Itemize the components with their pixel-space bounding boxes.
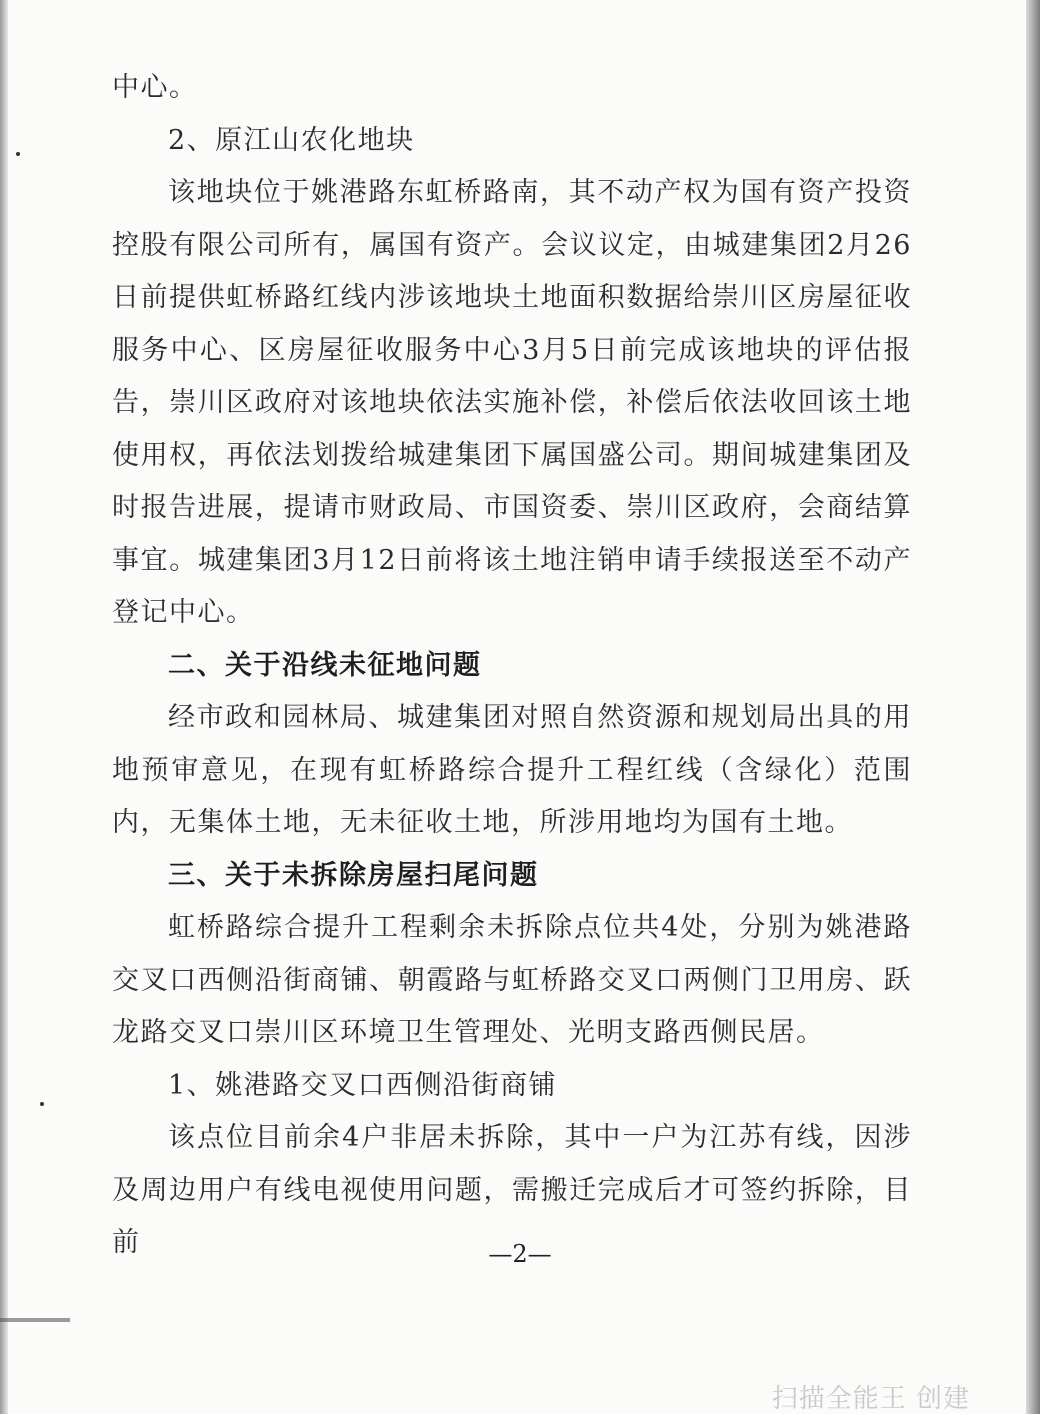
page-number: —2— xyxy=(488,1240,552,1268)
scan-edge-mark xyxy=(0,1318,70,1322)
paragraph-continuation: 中心。 xyxy=(112,72,198,103)
scan-edge-left xyxy=(0,0,8,1414)
paragraph-section-2: 经市政和园林局、城建集团对照自然资源和规划局出具的用地预审意见，在现有虹桥路综合提升工程红线（含绿化）范围内，无集体土地，无未征收土地，所涉用地均为国有土地。 xyxy=(112,702,912,838)
heading-section-3: 三、关于未拆除房屋扫尾问题 xyxy=(168,859,539,891)
scan-speck xyxy=(16,152,20,156)
watermark: 扫描全能王 创建 xyxy=(771,1384,970,1414)
heading-section-2: 二、关于沿线未征地问题 xyxy=(168,649,482,681)
subheading-jiangshan-plot: 2、原江山农化地块 xyxy=(168,124,415,156)
scan-edge-right xyxy=(1026,0,1040,1414)
document-body xyxy=(112,62,912,1270)
paragraph-yaogang-shops: 该点位目前余4户非居未拆除，其中一户为江苏有线，因涉及周边用户有线电视使用问题，需搬迁完成后才可签约拆除，目前 xyxy=(112,1122,912,1258)
scan-speck xyxy=(40,1102,44,1106)
subheading-yaogang-shops: 1、姚港路交叉口西侧沿街商铺 xyxy=(168,1069,558,1101)
paragraph-jiangshan-plot: 该地块位于姚港路东虹桥路南，其不动产权为国有资产投资控股有限公司所有，属国有资产。会议议定，由城建集团2月26日前提供虹桥路红线内涉该地块土地面积数据给崇川区房屋征收服务中心、区房屋征收服务中心3月5日前完成该地块的评估报告，崇川区政府对该地块依法实施补偿，补偿后依法收回该土地使用权，再依法划拨给城建集团下属国盛公司。期间城建集团及时报告进展，提请市财政局、市国资委、崇川区政府，会商结算事宜。城建集团3月12日前将该土地注销申请手续报送至不动产登记中心。 xyxy=(112,177,912,628)
paragraph-section-3: 虹桥路综合提升工程剩余未拆除点位共4处，分别为姚港路交叉口西侧沿街商铺、朝霞路与虹桥路交叉口两侧门卫用房、跃龙路交叉口崇川区环境卫生管理处、光明支路西侧民居。 xyxy=(112,912,912,1048)
